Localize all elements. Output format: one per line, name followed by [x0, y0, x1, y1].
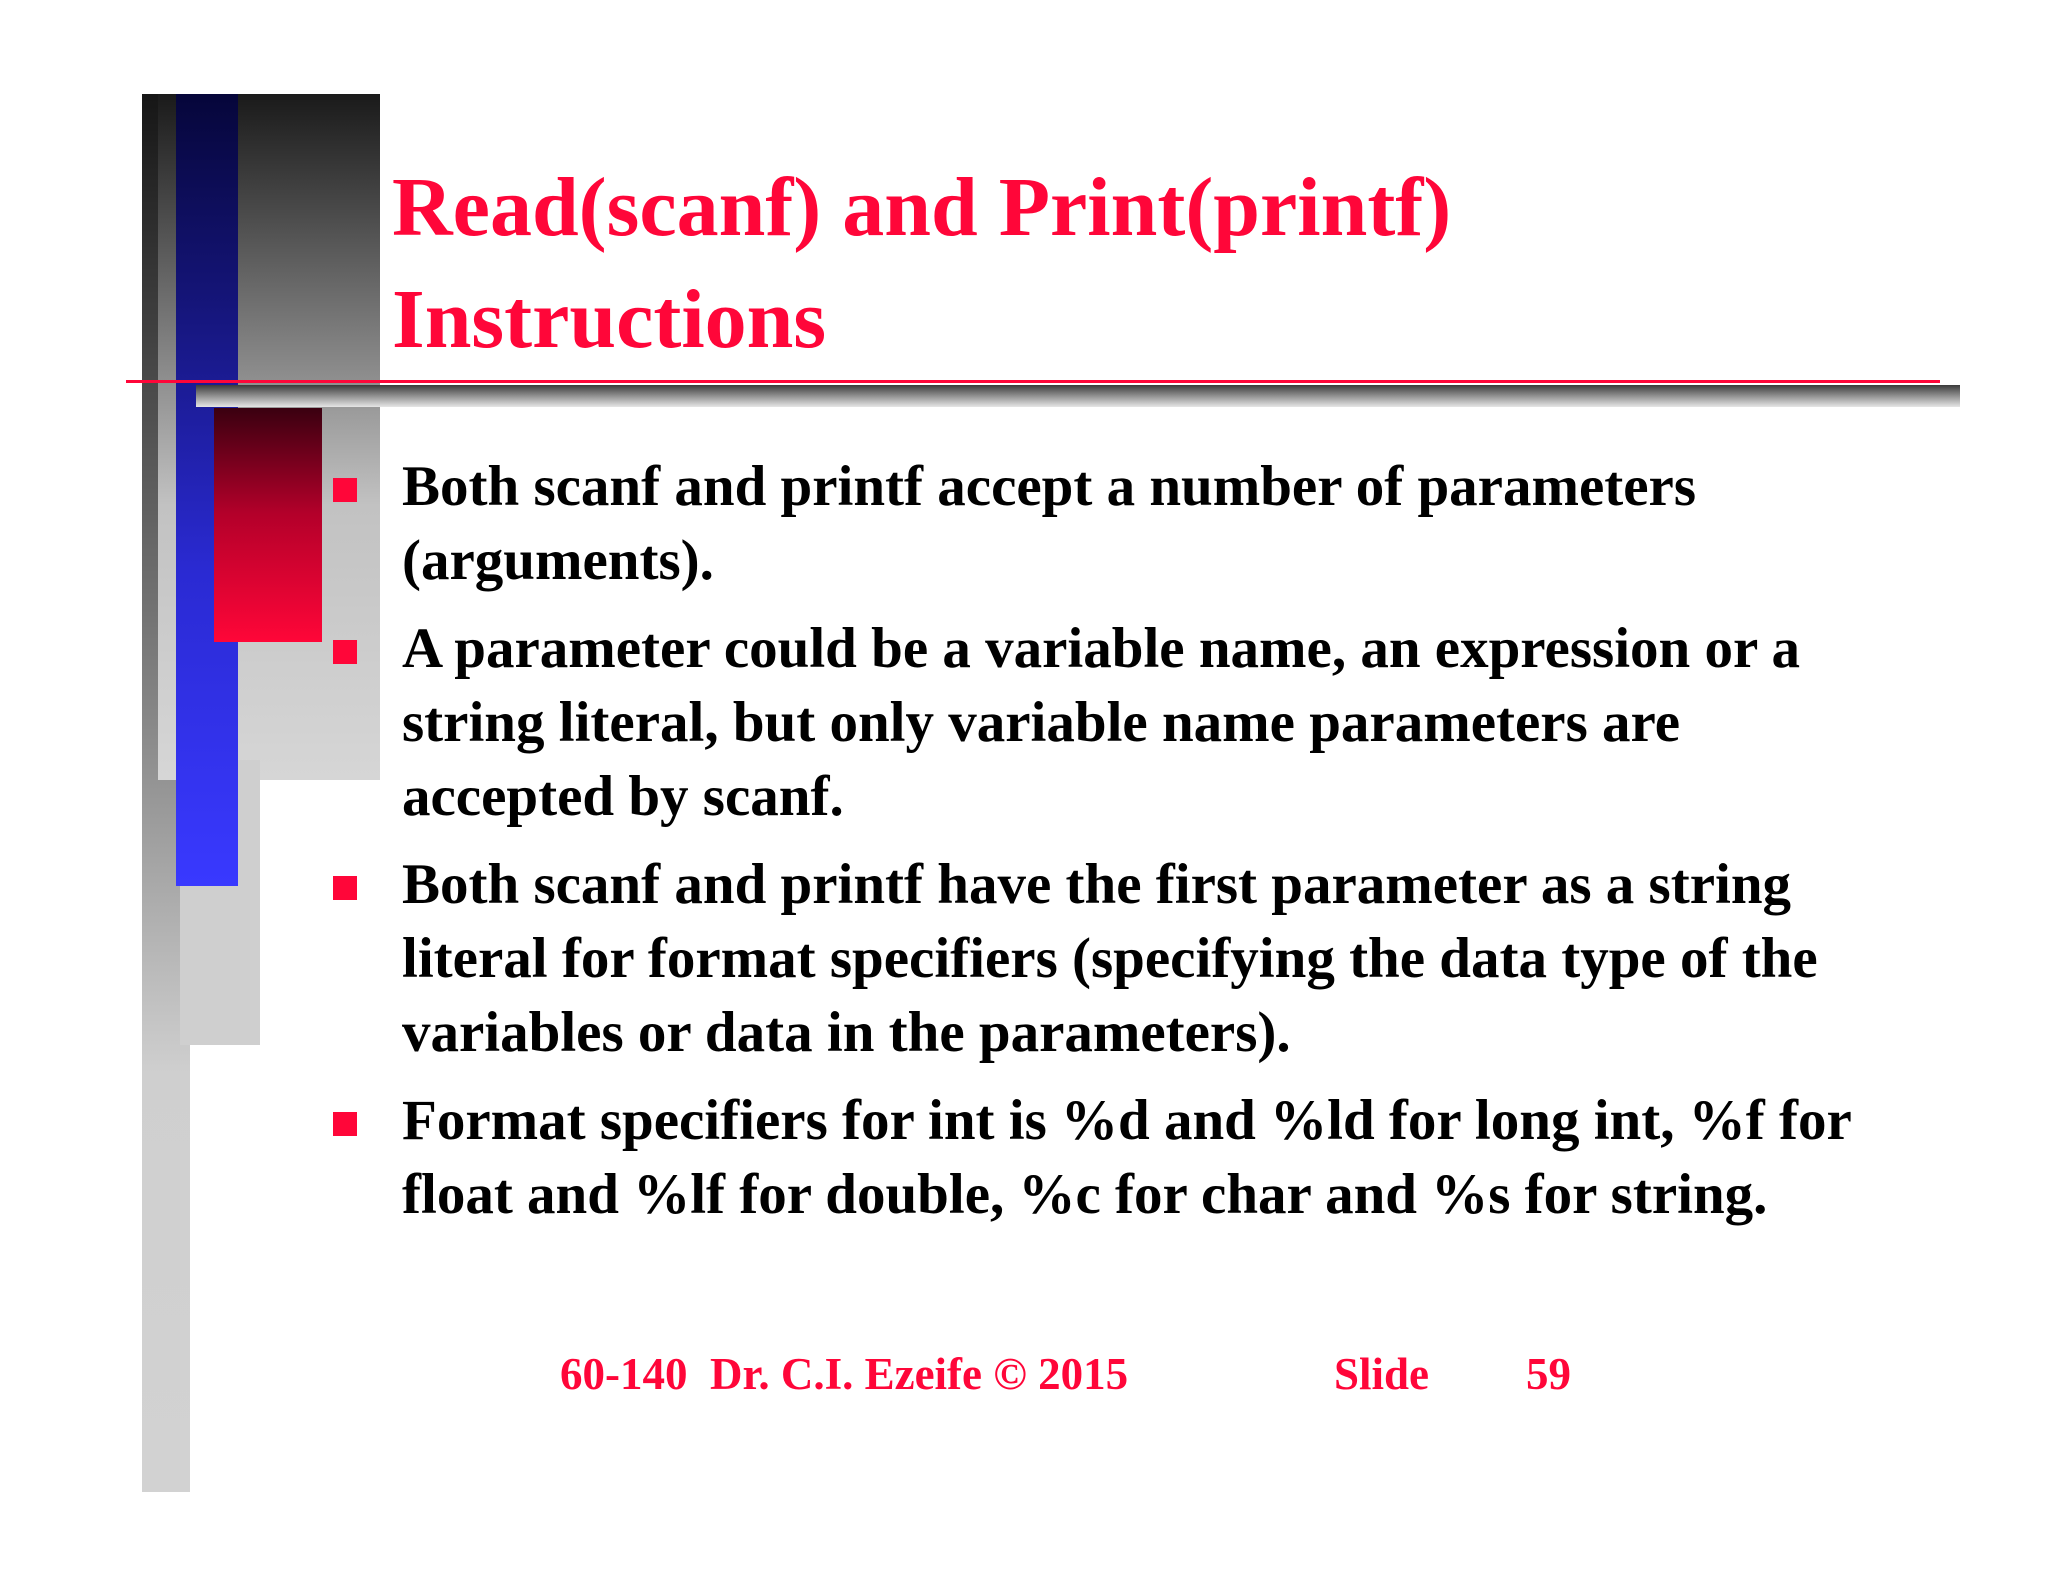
slide-title: Read(scanf) and Print(printf) Instructions: [392, 161, 1452, 366]
footer-slide-number: 59: [1526, 1349, 1571, 1399]
square-bullet-icon: [333, 640, 357, 664]
square-bullet-icon: [333, 1112, 357, 1136]
footer-course-info: 60-140 Dr. C.I. Ezeife © 2015: [560, 1349, 1129, 1399]
bullet-text: Both scanf and printf have the first parameter as a string literal for format specifiers (specifying the data type of the variables or data in the parameters).: [402, 853, 1818, 1064]
bullet-text: Format specifiers for int is %d and %ld for long int, %f for float and %lf for double, %c for char and %s for string.: [402, 1089, 1851, 1226]
bullet-text: A parameter could be a variable name, an expression or a string literal, but only variable name parameters are accepted by scanf.: [402, 617, 1801, 828]
bullet-item: [330, 450, 1860, 598]
title-underline-shadow: [196, 385, 1960, 407]
square-bullet-icon: [333, 876, 357, 900]
bullet-text: Both scanf and printf accept a number of parameters (arguments).: [402, 455, 1697, 592]
bullet-list: [330, 450, 1860, 1246]
bullet-item: [330, 612, 1860, 834]
bullet-item: [330, 848, 1860, 1070]
footer-slide-label: Slide: [1334, 1349, 1430, 1399]
decorative-red-block: [214, 408, 322, 642]
bullet-item: [330, 1084, 1860, 1232]
square-bullet-icon: [333, 478, 357, 502]
title-underline: [126, 380, 1940, 383]
